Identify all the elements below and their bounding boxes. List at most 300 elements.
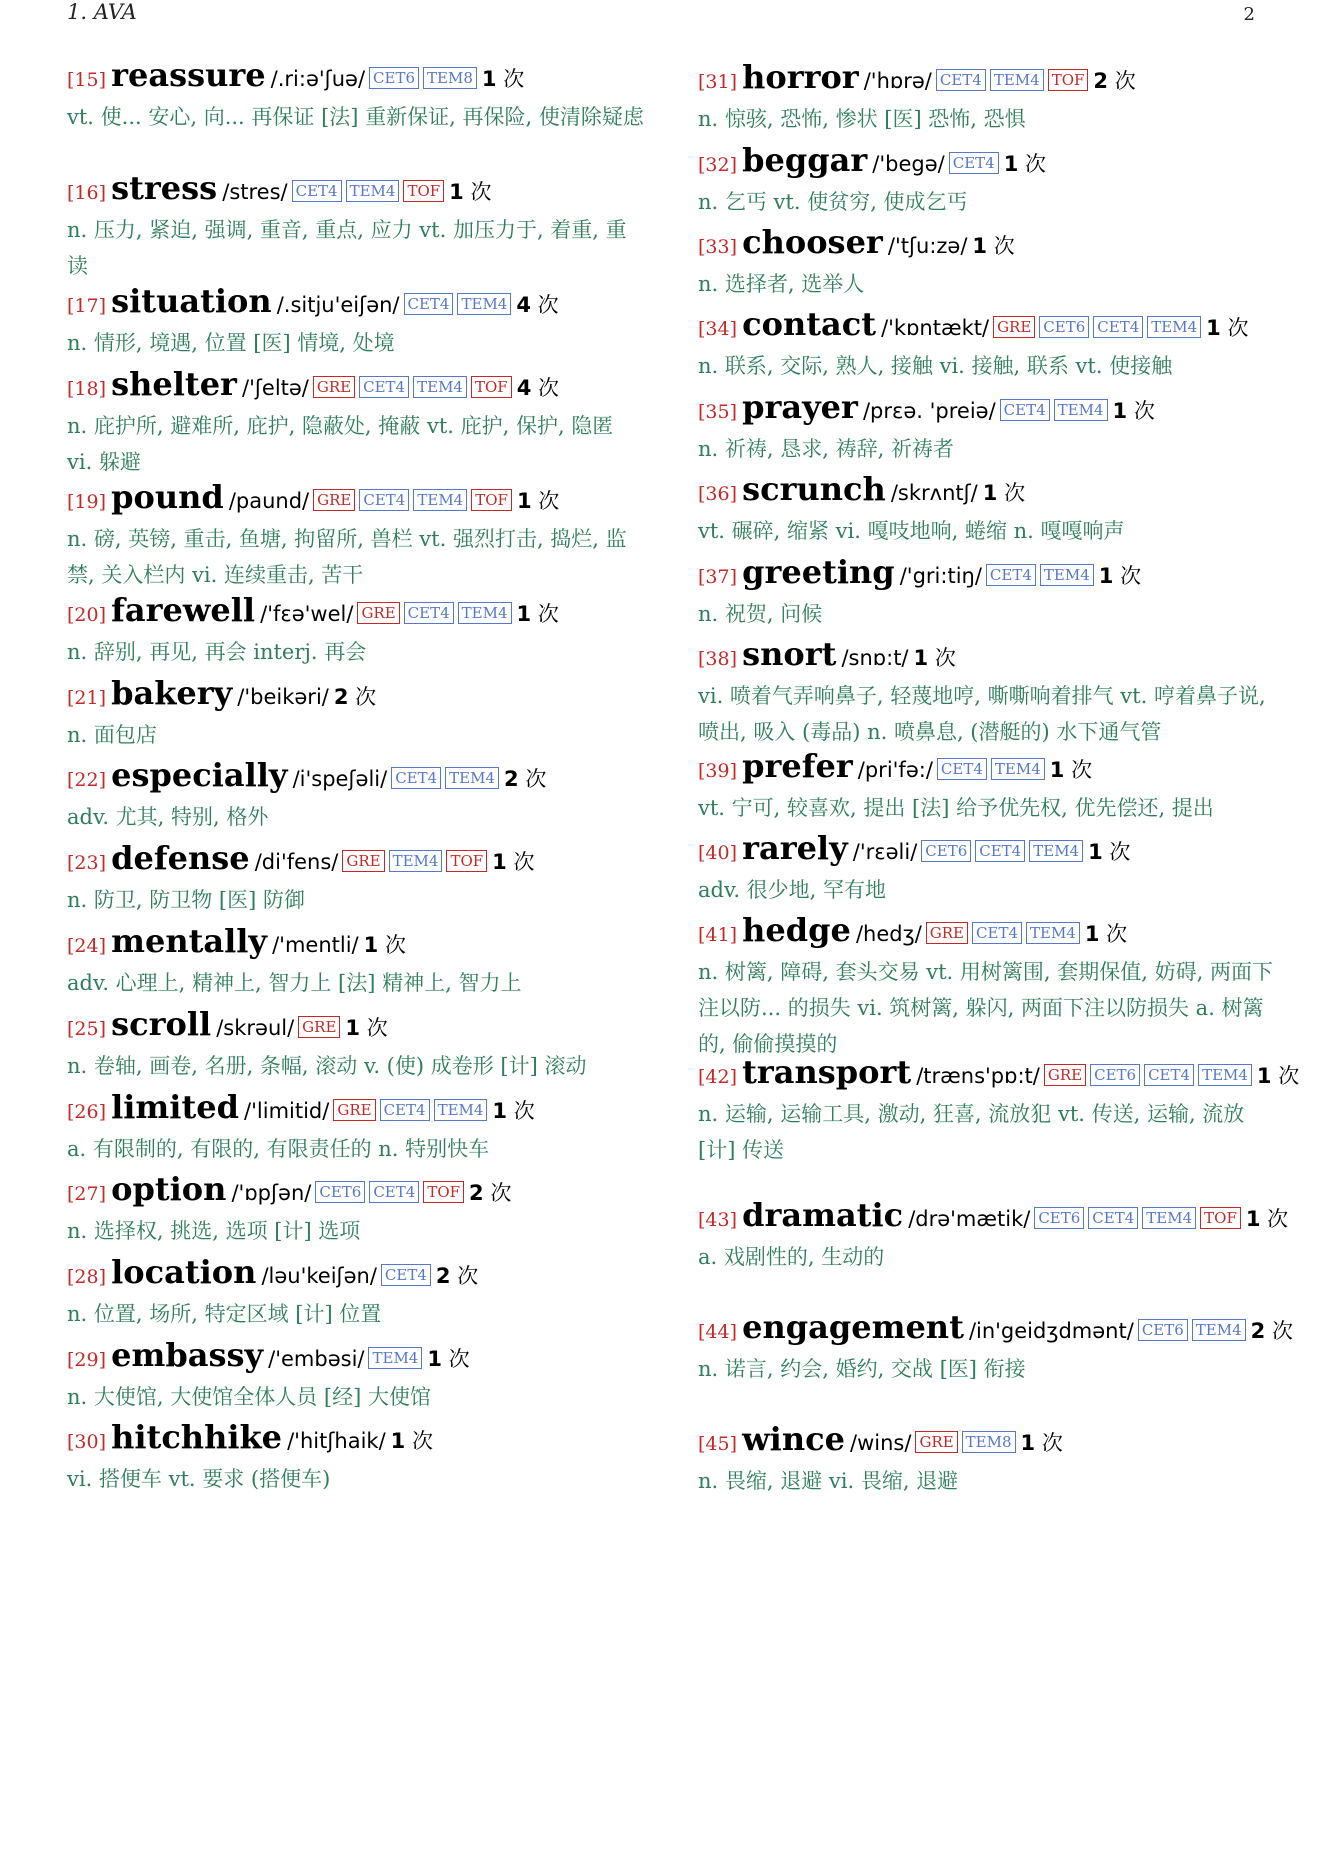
entry-headline (67, 1255, 645, 1295)
frequency-unit: 次 (1120, 564, 1142, 588)
entry-number: [30] (67, 1431, 107, 1453)
headword: hitchhike (111, 1418, 283, 1456)
phonetic: /'ɒpʃən/ (231, 1181, 312, 1205)
frequency-unit: 次 (490, 1181, 512, 1205)
headword: scroll (111, 1005, 212, 1043)
definition: n. 位置, 场所, 特定区域 [计] 位置 (67, 1302, 382, 1326)
page-number: 2 (1243, 4, 1255, 25)
frequency-unit: 次 (470, 180, 492, 204)
phonetic: /drə'mætik/ (908, 1207, 1031, 1231)
entry-number: [22] (67, 769, 107, 791)
frequency (469, 1181, 511, 1205)
frequency (334, 685, 376, 709)
phonetic: /'limitid/ (244, 1099, 330, 1123)
definition: adv. 心理上, 精神上, 智力上 [法] 精神上, 智力上 (67, 971, 522, 995)
entry-headline (67, 480, 645, 520)
frequency-count: 1 (449, 180, 464, 204)
entry-headline (67, 593, 645, 633)
definition: n. 防卫, 防卫物 [医] 防御 (67, 888, 305, 912)
phonetic: /.ri:ə'ʃuə/ (270, 67, 366, 91)
exam-tag: CET4 (381, 1264, 431, 1286)
entry-headline (698, 555, 1276, 595)
exam-tag: TOF (446, 850, 487, 872)
definition: n. 压力, 紧迫, 强调, 重音, 重点, 应力 vt. 加压力于, 着重, 重读 (67, 218, 627, 278)
entry-headline (67, 1172, 645, 1212)
exam-tag: TEM4 (991, 758, 1045, 780)
definition: n. 祈祷, 恳求, 祷辞, 祈祷者 (698, 437, 954, 461)
word-entry (67, 841, 645, 918)
exam-tag: CET6 (1039, 316, 1089, 338)
definition: n. 选择权, 挑选, 选项 [计] 选项 (67, 1219, 361, 1243)
exam-tag: GRE (333, 1099, 375, 1121)
word-entry (698, 143, 1276, 220)
word-entry (698, 60, 1276, 137)
word-entry (67, 1255, 645, 1332)
frequency-unit: 次 (1267, 1207, 1289, 1231)
definition: n. 选择者, 选举人 (698, 272, 865, 296)
exam-tag: TEM4 (1192, 1319, 1246, 1341)
exam-tag: CET4 (359, 489, 409, 511)
phonetic: /'ʃeltə/ (242, 376, 309, 400)
exam-tag: CET6 (1090, 1064, 1140, 1086)
headword: bakery (111, 674, 233, 712)
definition: n. 情形, 境遇, 位置 [医] 情境, 处境 (67, 331, 395, 355)
exam-tag: CET4 (1088, 1207, 1138, 1229)
entry-number: [36] (698, 483, 738, 505)
exam-tag: CET4 (404, 293, 454, 315)
definition: vt. 使... 安心, 向... 再保证 [法] 重新保证, 再保险, 使清除疑虑 (67, 105, 644, 129)
exam-tag: TEM8 (423, 67, 477, 89)
frequency (1050, 758, 1092, 782)
phonetic: /pri'fə:/ (857, 758, 933, 782)
frequency-count: 1 (1098, 564, 1114, 588)
exam-tag: CET6 (921, 840, 971, 862)
frequency-unit: 次 (457, 1264, 479, 1288)
frequency-unit: 次 (1133, 399, 1155, 423)
frequency-unit: 次 (384, 933, 406, 957)
definition: n. 大使馆, 大使馆全体人员 [经] 大使馆 (67, 1385, 431, 1409)
word-entry (698, 831, 1276, 908)
word-entry (698, 555, 1276, 632)
exam-tag: CET4 (937, 758, 987, 780)
phonetic: /stres/ (222, 180, 288, 204)
exam-tag: GRE (342, 850, 384, 872)
definition: n. 惊骇, 恐怖, 惨状 [医] 恐怖, 恐惧 (698, 107, 1026, 131)
definition: a. 戏剧性的, 生动的 (698, 1245, 885, 1269)
headword: snort (742, 635, 837, 673)
exam-tag: CET4 (391, 767, 441, 789)
exam-tag: TEM8 (962, 1431, 1016, 1453)
frequency-unit: 次 (538, 489, 560, 513)
headword: rarely (742, 829, 848, 867)
frequency (436, 1264, 478, 1288)
frequency-unit: 次 (513, 850, 535, 874)
exam-tag: GRE (357, 602, 399, 624)
frequency-unit: 次 (1071, 758, 1093, 782)
word-entry (698, 637, 1276, 750)
exam-tag: GRE (993, 316, 1035, 338)
entry-number: [40] (698, 842, 738, 864)
frequency-unit: 次 (1278, 1064, 1300, 1088)
entry-headline (698, 1422, 1276, 1462)
definition: n. 庇护所, 避难所, 庇护, 隐蔽处, 掩蔽 vt. 庇护, 保护, 隐匿 vi. 躲避 (67, 414, 614, 474)
frequency-count: 1 (1084, 922, 1100, 946)
headword: farewell (111, 591, 256, 629)
phonetic: /'rεəli/ (852, 840, 918, 864)
exam-tag: CET4 (292, 180, 342, 202)
headword: dramatic (742, 1196, 904, 1234)
phonetic: /'fεə'wel/ (260, 602, 354, 626)
section-title: 1. AVA (67, 0, 137, 24)
frequency (427, 1347, 469, 1371)
headword: greeting (742, 553, 895, 591)
phonetic: /snɒ:t/ (841, 646, 909, 670)
entry-headline (698, 1053, 1300, 1095)
entry-headline (698, 60, 1276, 100)
frequency (482, 67, 524, 91)
exam-tag: CET4 (936, 69, 986, 91)
exam-tag: GRE (313, 489, 355, 511)
headword: engagement (742, 1308, 964, 1346)
entry-headline (698, 913, 1276, 953)
phonetic: /prεə. 'preiə/ (862, 399, 996, 423)
exam-tag: TOF (471, 489, 512, 511)
headword: option (111, 1170, 227, 1208)
word-entry (67, 1338, 645, 1415)
entry-number: [25] (67, 1018, 107, 1040)
exam-tag: TOF (1200, 1207, 1241, 1229)
entry-number: [42] (698, 1066, 738, 1088)
headword: scrunch (742, 470, 886, 508)
word-entry (67, 676, 645, 753)
entry-number: [17] (67, 295, 107, 317)
entry-headline (67, 1090, 645, 1130)
definition: vi. 喷着气弄响鼻子, 轻蔑地哼, 嘶嘶响着排气 vt. 哼着鼻子说, 喷出, 吸入 (毒品) n. 喷鼻息, (潜艇的) 水下通气管 (698, 684, 1266, 744)
phonetic: /ləu'keiʃən/ (261, 1264, 377, 1288)
entry-number: [32] (698, 154, 738, 176)
exam-tag: CET4 (1144, 1064, 1194, 1086)
definition: vt. 碾碎, 缩紧 vi. 嘎吱地响, 蜷缩 n. 嘎嘎响声 (698, 519, 1125, 543)
frequency-unit: 次 (538, 376, 559, 400)
entry-headline (67, 758, 645, 798)
frequency-count: 2 (1093, 69, 1109, 93)
entry-headline (698, 472, 1276, 512)
frequency-count: 1 (972, 234, 988, 258)
phonetic: /di'fens/ (254, 850, 339, 874)
definition: n. 辞别, 再见, 再会 interj. 再会 (67, 640, 367, 664)
frequency-unit: 次 (1004, 481, 1026, 505)
phonetic: /skrəul/ (216, 1016, 295, 1040)
phonetic: /'hɒrə/ (863, 69, 932, 93)
entry-headline (67, 924, 645, 964)
word-entry (67, 1172, 645, 1249)
exam-tag: TEM4 (413, 376, 467, 398)
frequency (391, 1429, 433, 1453)
entry-number: [31] (698, 71, 738, 93)
frequency-count: 4 (516, 293, 531, 317)
frequency-unit: 次 (1025, 152, 1047, 176)
entry-headline (698, 307, 1276, 347)
exam-tag: TEM4 (445, 767, 499, 789)
entry-headline (698, 225, 1276, 265)
word-entry (698, 1196, 1289, 1275)
entry-number: [28] (67, 1266, 107, 1288)
headword: especially (111, 756, 288, 794)
frequency-count: 4 (516, 376, 532, 400)
entry-headline (698, 390, 1276, 430)
frequency-count: 2 (333, 685, 349, 709)
frequency-count: 2 (435, 1264, 451, 1288)
frequency-count: 1 (982, 481, 998, 505)
frequency-count: 1 (492, 1099, 508, 1123)
page-header (67, 0, 1255, 30)
frequency-unit: 次 (503, 67, 525, 91)
entry-headline (67, 171, 645, 211)
entry-number: [45] (698, 1433, 738, 1455)
exam-tag: TEM4 (413, 489, 467, 511)
frequency (1021, 1431, 1063, 1455)
frequency (492, 850, 534, 874)
definition: vt. 宁可, 较喜欢, 提出 [法] 给予优先权, 优先偿还, 提出 (698, 796, 1214, 820)
definition: adv. 很少地, 罕有地 (698, 878, 887, 902)
frequency-unit: 次 (1271, 1319, 1293, 1343)
frequency-unit: 次 (411, 1429, 433, 1453)
frequency-unit: 次 (448, 1347, 470, 1371)
entry-number: [24] (67, 935, 107, 957)
entry-headline (67, 284, 645, 324)
exam-tag: GRE (926, 922, 968, 944)
word-entry (67, 1090, 645, 1167)
word-entry (67, 1420, 645, 1497)
word-entry (698, 913, 1276, 1062)
frequency (1246, 1207, 1288, 1231)
entry-number: [26] (67, 1101, 107, 1123)
definition: adv. 尤其, 特别, 格外 (67, 805, 269, 829)
headword: prefer (742, 747, 853, 785)
definition: n. 面包店 (67, 723, 157, 747)
entry-number: [16] (67, 182, 107, 204)
entry-number: [39] (698, 760, 738, 782)
headword: stress (111, 169, 218, 207)
frequency-count: 1 (516, 602, 532, 626)
definition: n. 卷轴, 画卷, 名册, 条幅, 滚动 v. (使) 成卷形 [计] 滚动 (67, 1054, 587, 1078)
headword: horror (742, 58, 859, 96)
exam-tag: CET6 (1034, 1207, 1084, 1229)
exam-tag: TEM4 (1040, 564, 1094, 586)
definition: n. 祝贺, 问候 (698, 602, 823, 626)
exam-tag: GRE (915, 1431, 957, 1453)
definition: n. 乞丐 vt. 使贫穷, 使成乞丐 (698, 190, 968, 214)
definition: n. 运输, 运输工具, 激动, 狂喜, 流放犯 vt. 传送, 运输, 流放 [计] 传送 (698, 1102, 1245, 1162)
frequency-unit: 次 (355, 685, 377, 709)
frequency (1085, 922, 1127, 946)
frequency-unit: 次 (537, 293, 559, 317)
exam-tag: CET4 (380, 1099, 430, 1121)
headword: mentally (111, 922, 268, 960)
phonetic: /'hitʃhaik/ (287, 1429, 386, 1453)
entry-headline (698, 831, 1276, 871)
frequency-count: 1 (1049, 758, 1065, 782)
frequency (504, 767, 546, 791)
headword: embassy (111, 1336, 264, 1374)
word-entry (698, 225, 1276, 302)
frequency-count: 2 (504, 767, 519, 791)
exam-tag: TOF (403, 180, 444, 202)
exam-tag: TEM4 (346, 180, 400, 202)
entry-number: [15] (67, 69, 107, 91)
frequency-count: 2 (469, 1181, 484, 1205)
entry-number: [19] (67, 491, 107, 513)
entry-headline (698, 1308, 1293, 1350)
definition: a. 有限制的, 有限的, 有限责任的 n. 特别快车 (67, 1137, 490, 1161)
phonetic: /i'speʃəli/ (292, 767, 388, 791)
entry-headline (698, 749, 1276, 789)
frequency-unit: 次 (366, 1016, 388, 1040)
frequency-unit: 次 (1114, 69, 1136, 93)
exam-tag: GRE (313, 376, 355, 398)
frequency-unit: 次 (993, 234, 1015, 258)
entry-headline (67, 1338, 645, 1378)
entry-number: [34] (698, 318, 738, 340)
frequency (492, 1099, 534, 1123)
frequency (517, 602, 559, 626)
phonetic: /paund/ (228, 489, 310, 513)
exam-tag: TEM4 (458, 602, 512, 624)
entry-number: [33] (698, 236, 738, 258)
exam-tag: CET4 (972, 922, 1022, 944)
frequency-count: 2 (1250, 1319, 1266, 1343)
frequency (364, 933, 406, 957)
entry-number: [27] (67, 1183, 107, 1205)
frequency-unit: 次 (1109, 840, 1131, 864)
headword: defense (111, 839, 250, 877)
phonetic: /in'geidʒdmənt/ (968, 1319, 1134, 1343)
phonetic: /'begə/ (872, 152, 945, 176)
exam-tag: CET6 (1138, 1319, 1188, 1341)
frequency (914, 646, 956, 670)
exam-tag: CET4 (1093, 316, 1143, 338)
frequency (449, 180, 491, 204)
phonetic: /'kɒntækt/ (881, 316, 990, 340)
headword: situation (111, 282, 272, 320)
frequency (983, 481, 1025, 505)
word-entry (698, 1308, 1293, 1387)
definition: vi. 搭便车 vt. 要求 (搭便车) (67, 1467, 331, 1491)
phonetic: /wins/ (850, 1431, 912, 1455)
frequency (1099, 564, 1141, 588)
entry-headline (698, 143, 1276, 183)
entry-number: [44] (698, 1321, 738, 1343)
word-entry (67, 58, 645, 135)
entry-number: [43] (698, 1209, 738, 1231)
entry-headline (67, 367, 645, 407)
definition: n. 诺言, 约会, 婚约, 交战 [医] 衔接 (698, 1357, 1026, 1381)
headword: reassure (111, 56, 266, 94)
exam-tag: CET4 (369, 1181, 419, 1203)
word-entry (698, 472, 1276, 549)
headword: hedge (742, 911, 851, 949)
frequency-count: 1 (363, 933, 379, 957)
frequency (516, 293, 558, 317)
entry-headline (67, 676, 645, 716)
headword: shelter (111, 365, 237, 403)
word-entry (698, 307, 1276, 384)
headword: pound (111, 478, 224, 516)
exam-tag: CET4 (404, 602, 454, 624)
frequency-unit: 次 (1227, 316, 1249, 340)
word-entry (67, 480, 645, 593)
frequency-count: 1 (1003, 152, 1019, 176)
exam-tag: GRE (298, 1016, 340, 1038)
definition: n. 畏缩, 退避 vi. 畏缩, 退避 (698, 1469, 959, 1493)
exam-tag: CET4 (1000, 399, 1050, 421)
frequency-unit: 次 (1041, 1431, 1063, 1455)
frequency-count: 1 (481, 67, 497, 91)
frequency-unit: 次 (1106, 922, 1128, 946)
phonetic: /'embəsi/ (268, 1347, 365, 1371)
frequency (1251, 1319, 1293, 1343)
phonetic: /'beikəri/ (237, 685, 329, 709)
frequency (1093, 69, 1135, 93)
exam-tag: TEM4 (1147, 316, 1201, 338)
exam-tag: CET4 (986, 564, 1036, 586)
headword: beggar (742, 141, 868, 179)
word-entry (67, 1007, 645, 1084)
frequency (972, 234, 1014, 258)
headword: transport (742, 1053, 912, 1091)
exam-tag: TEM4 (434, 1099, 488, 1121)
word-entry (67, 367, 645, 480)
definition: n. 联系, 交际, 熟人, 接触 vi. 接触, 联系 vt. 使接触 (698, 354, 1173, 378)
entry-headline (698, 1196, 1289, 1238)
word-entry (67, 171, 645, 284)
definition: n. 磅, 英镑, 重击, 鱼塘, 拘留所, 兽栏 vt. 强烈打击, 捣烂, 监禁, 关入栏内 vi. 连续重击, 苦干 (67, 527, 627, 587)
phonetic: /skrʌntʃ/ (890, 481, 978, 505)
exam-tag: TOF (423, 1181, 464, 1203)
word-entry (67, 593, 645, 670)
frequency-count: 1 (1206, 316, 1221, 340)
frequency-unit: 次 (934, 646, 956, 670)
frequency-count: 1 (390, 1429, 406, 1453)
word-entry (698, 749, 1276, 826)
word-entry (698, 390, 1276, 467)
exam-tag: TEM4 (990, 69, 1044, 91)
frequency (345, 1016, 387, 1040)
exam-tag: TEM4 (1198, 1064, 1252, 1086)
headword: prayer (742, 388, 858, 426)
frequency (517, 376, 559, 400)
definition: n. 树篱, 障碍, 套头交易 vt. 用树篱围, 套期保值, 妨碍, 两面下注以防... 的损失 vi. 筑树篱, 躲闪, 两面下注以防损失 a. 树篱的, 偷偷摸摸的 (698, 960, 1273, 1056)
exam-tag: TEM4 (368, 1347, 422, 1369)
entry-number: [37] (698, 566, 738, 588)
word-entry (698, 1422, 1276, 1499)
entry-number: [41] (698, 924, 738, 946)
frequency-count: 1 (427, 1347, 442, 1371)
word-entry (67, 758, 645, 835)
entry-number: [20] (67, 604, 107, 626)
headword: chooser (742, 223, 883, 261)
phonetic: /.sitju'eiʃən/ (276, 293, 400, 317)
frequency (1004, 152, 1046, 176)
entry-headline (67, 1420, 645, 1460)
entry-number: [35] (698, 401, 738, 423)
exam-tag: CET6 (369, 67, 419, 89)
entry-headline (67, 841, 645, 881)
phonetic: /hedʒ/ (855, 922, 922, 946)
frequency-unit: 次 (525, 767, 547, 791)
exam-tag: TEM4 (389, 850, 443, 872)
word-entry (698, 1053, 1300, 1168)
